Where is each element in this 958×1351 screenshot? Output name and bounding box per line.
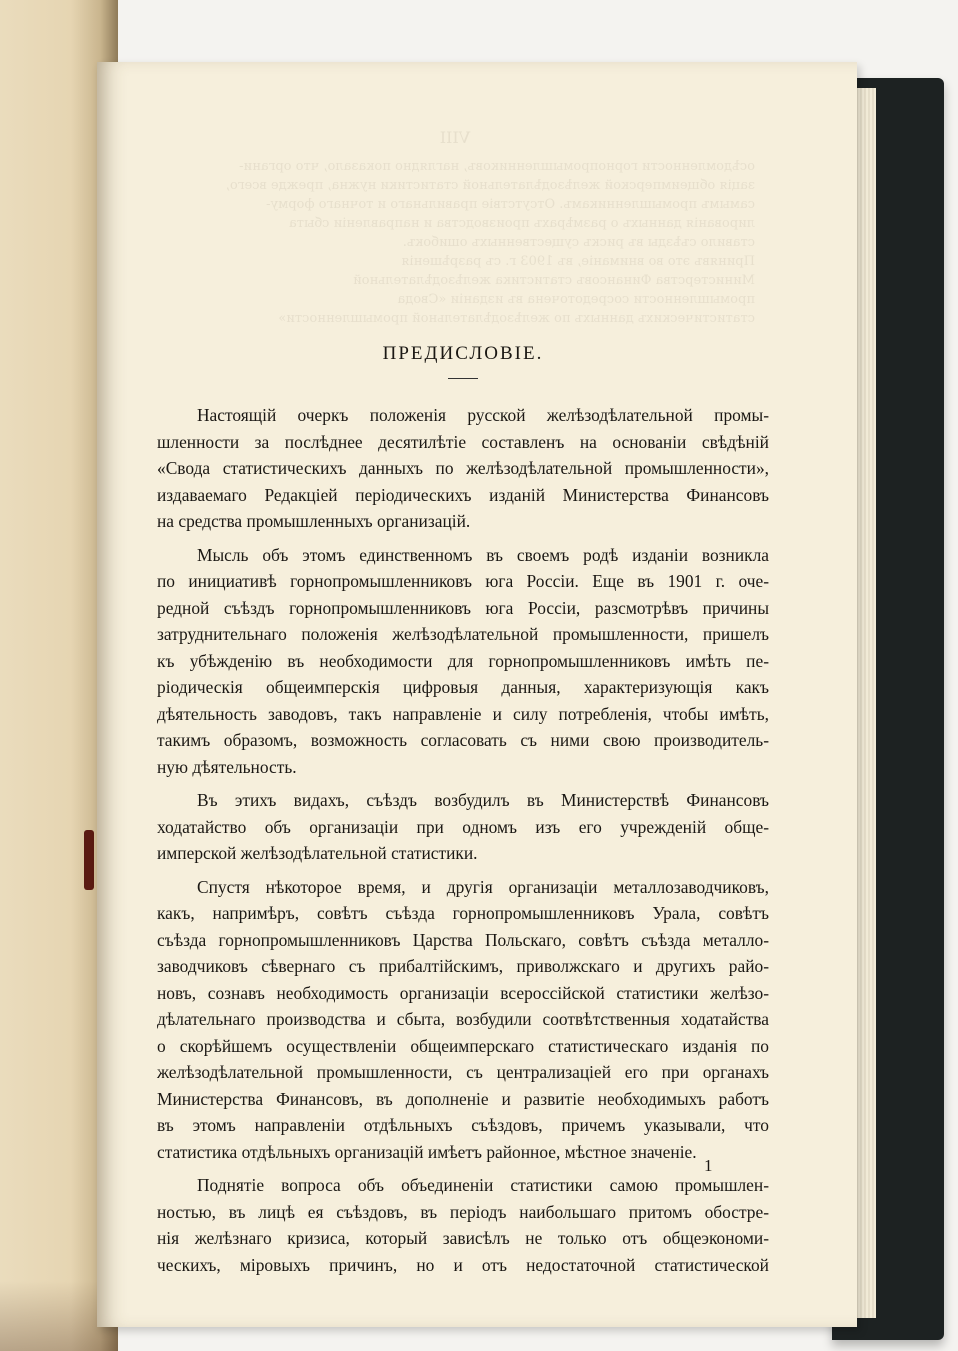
text-line: съѣзда горнопромышленниковъ Царства Польскаго, совѣтъ съѣзда металло-: [157, 929, 769, 950]
show-through-line: Принявъ это во вниманiе, въ 1903 г. съ разрѣшенiя: [401, 254, 755, 269]
text-line: Настоящiй очеркъ положенiя русской желѣзодѣлательной промы-: [197, 405, 769, 425]
text-line: затруднительнаго положенiя желѣзодѣлательной промышленности, пришелъ: [157, 624, 769, 644]
text-line: издаваемаго Редакцiей перiодическихъ изданiй Министерства Финансовъ: [157, 484, 769, 505]
text-line: ную дѣятельность.: [157, 756, 297, 777]
text-line: ностью, въ лицѣ ея съѣздовъ, въ перiодъ наибольшаго притомъ обостре-: [157, 1201, 769, 1222]
bookmark-ribbon: [84, 830, 94, 890]
text-line: рiодическiя общеимперскiя цифровыя данныя, характеризующiя какъ: [157, 677, 769, 697]
show-through-line: промышленности сосредоточена въ изданiи «Свода: [397, 292, 755, 307]
text-line: ческихъ, мiровыхъ причинъ, но и отъ недостаточной статистической: [157, 1254, 769, 1275]
text-line: дѣятельность заводовъ, такъ направленiе и силу потребленiя, чтобы имѣть,: [157, 703, 769, 724]
text-line: Министерства Финансовъ, въ дополненiе и развитiе необходимыхъ работъ: [157, 1088, 769, 1109]
text-line: къ убѣжденiю въ необходимости для горнопромышленниковъ имѣть пе-: [157, 650, 769, 671]
page-number: 1: [704, 1156, 713, 1175]
text-line: ходатайство объ организацiи при одномъ изъ его учрежденiй обще-: [157, 816, 769, 837]
show-through-line: статистическихъ данныхъ по желѣзодѣлательной промышленности»: [278, 311, 755, 326]
text-line: какъ, напримѣръ, совѣтъ съѣзда горнопромышленниковъ Урала, совѣтъ: [157, 903, 769, 923]
show-through-line: осѣдомленности горнопромышленниковъ, наглядно показало, что органи-: [239, 159, 755, 174]
text-line: Мысль объ этомъ единственномъ въ своемъ родѣ изданiи возникла: [197, 544, 769, 565]
show-through-header: VIII: [439, 128, 471, 147]
text-line: въ этомъ направленiи отдѣльныхъ съѣздовъ, причемъ указывали, что: [157, 1115, 769, 1135]
body-text: [157, 402, 769, 1278]
text-line: Поднятiе вопроса объ объединенiи статистики самою промышлен-: [197, 1175, 769, 1195]
paragraph: [157, 402, 769, 535]
text-line: о скорѣйшемъ осуществленiи общеимперскаго статистическаго изданiя по: [157, 1035, 769, 1056]
show-through-line: лированiя данныхъ о размѣрахъ производства и направленiи сбыта: [289, 216, 755, 231]
text-line: нiя желѣзнаго кризиса, который зависѣлъ не только отъ общеэкономи-: [157, 1228, 769, 1248]
text-line: редной съѣздъ горнопромышленниковъ юга Россiи, разсмотрѣвъ причины: [157, 597, 769, 618]
text-line: заводчиковъ сѣвернаго съ прибалтiйскимъ, приволжскаго и другихъ райо-: [157, 956, 769, 976]
text-line: шленности за послѣднее десятилѣтiе составленъ на основанiи свѣдѣнiй: [157, 431, 769, 452]
show-through-line: самымъ промышленникамъ. Отсутствiе правильнаго и точнаго форму-: [266, 197, 755, 212]
show-through-text: [155, 128, 755, 328]
text-line: Въ этихъ видахъ, съѣздъ возбудилъ въ Министерствѣ Финансовъ: [197, 790, 769, 810]
text-line: на средства промышленныхъ организацiй.: [157, 511, 471, 531]
text-line: «Свода статистическихъ данныхъ по желѣзодѣлательной промышленности»,: [157, 458, 769, 478]
paragraph: [157, 787, 769, 867]
show-through-line: зацiя общеимперской желѣзодѣлательной статистики нужна, прежде всего,: [225, 178, 755, 193]
text-line: Спустя нѣкоторое время, и другiя организацiи металлозаводчиковъ,: [197, 876, 769, 897]
paragraph: [157, 874, 769, 1166]
text-line: новъ, сознавъ необходимость организацiи всероссiйской статистики желѣзо-: [157, 982, 769, 1003]
text-line: желѣзодѣлательной промышленности, съ централизацiей его при органахъ: [157, 1062, 769, 1082]
show-through-lines: [155, 157, 755, 328]
show-through-line: Министерства Финансовъ статистика желѣзодѣлательной: [353, 273, 755, 288]
text-line: по инициативѣ горнопромышленниковъ юга Россiи. Еще въ 1901 г. оче-: [157, 571, 769, 591]
title-divider: [448, 378, 478, 379]
text-line: статистика отдѣльныхъ организацiй имѣетъ районное, мѣстное значенiе.: [157, 1141, 697, 1162]
paragraph: [157, 1172, 769, 1278]
text-line: такимъ образомъ, возможность согласовать съ ними свою производитель-: [157, 730, 769, 750]
paragraph: [157, 542, 769, 781]
page-title: ПРЕДИСЛОВIЕ.: [382, 343, 544, 364]
text-line: имперской желѣзодѣлательной статистики.: [157, 843, 478, 863]
text-line: дѣлательнаго производства и сбыта, возбудили соотвѣтственныя ходатайства: [157, 1009, 769, 1029]
page-content: [157, 343, 769, 1285]
show-through-line: ставило съѣзды въ рискъ существенныхъ ошибокъ.: [402, 235, 755, 250]
